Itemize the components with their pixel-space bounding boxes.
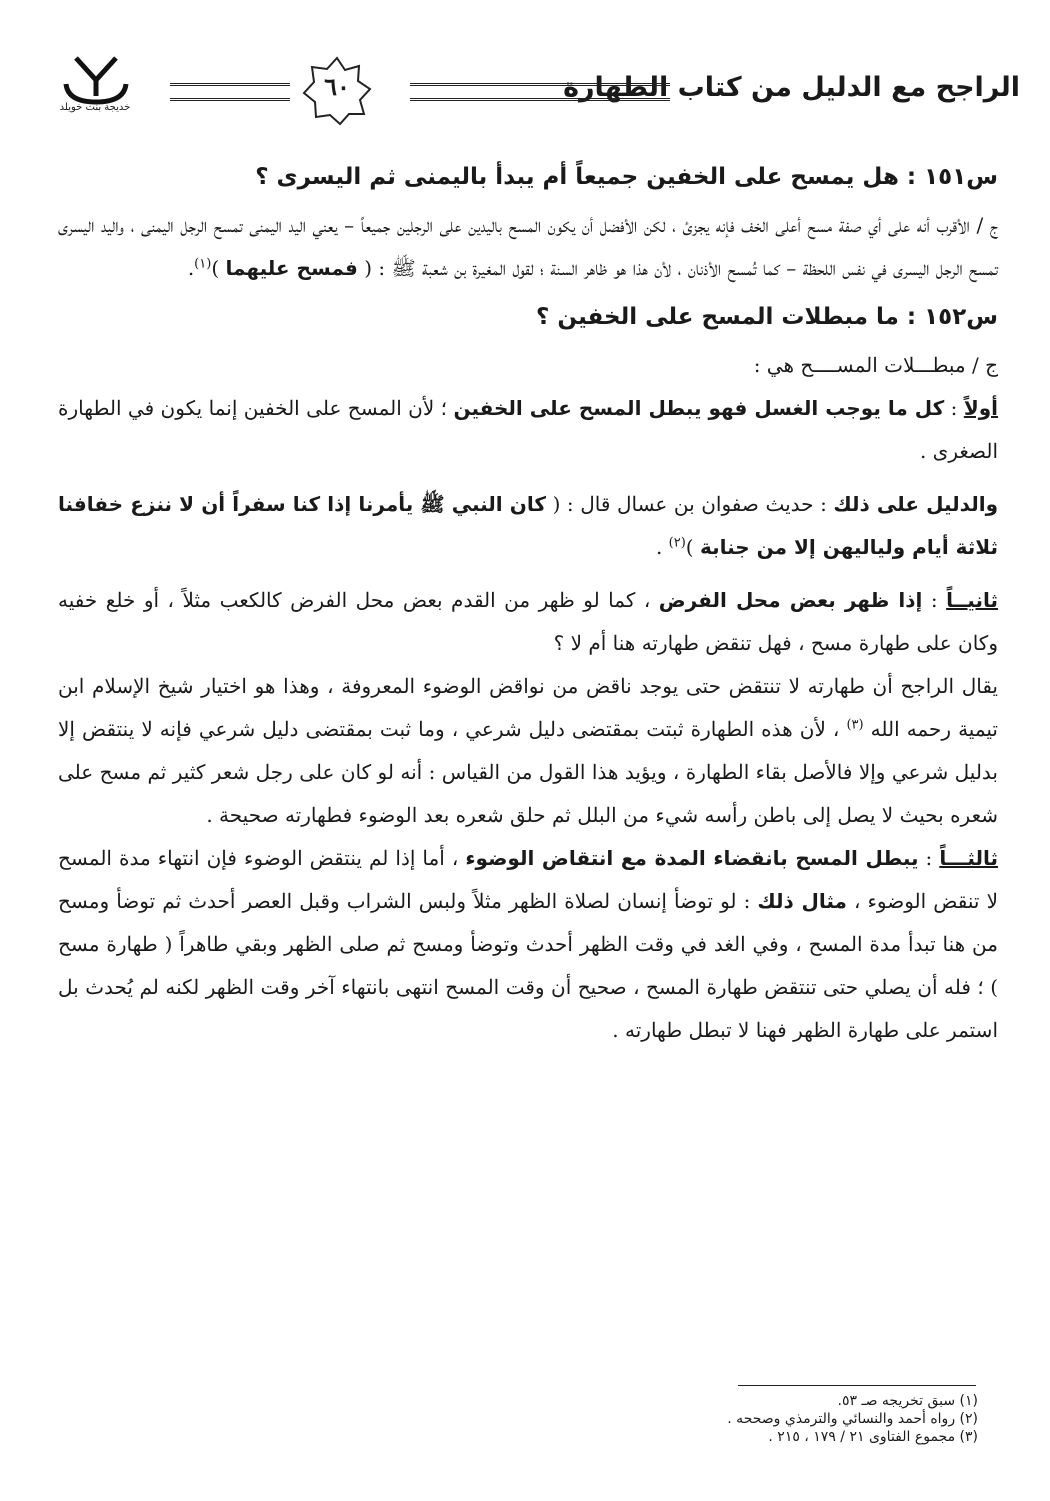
opinion-paragraph [58, 665, 998, 837]
point-first-bold: كل ما يوجب الغسل فهو يبطل المسح على الخفين [453, 396, 945, 420]
example-rest: : لو توضأ إنسان لصلاة الظهر مثلاً ولبس الشراب وقبل العصر أحدث ثم توضأ ومسح من هنا تبدأ مدة المسح ، وفي الغد في وقت الظهر أحدث وتوضأ ومسح ثم صلى الظهر وبقي طاهراً ( طهارة مسح ) ؛ فله أن يصلي حتى تنتقض طهارة المسح ، صحيح أن وقت المسح انتهى بانتهاء آخر وقت الظهر لكنه لم يُحدث بل استمر على طهارة الظهر فهنا لا تبطل طهارته . [58, 889, 998, 1042]
point-second: ثانيــاً : إذا ظهر بعض محل الفرض ، كما لو ظهر من القدم بعض محل الفرض كالكعب مثلاً ، أو خلع خفيه وكان على طهارة مسح ، فهل تنقض طهارته هنا أم لا ؟ [58, 588, 998, 655]
hadith-quote: فمسح عليهما [225, 256, 358, 280]
footnotes [578, 1392, 978, 1446]
page-number: ٦٠ [324, 72, 350, 101]
opinion-part-2: ، لأن هذه الطهارة ثبتت بمقتضى دليل شرعي ، وما ثبت بمقتضى دليل شرعي فإنه لا ينتقض إلا بدليل شرعي وإلا فالأصل بقاء الطهارة ، ويؤيد هذا القول من القياس : أنه لو كان على رجل شعر كثير ثم مسح على شعره بحيث لا يصل إلى باطن رأسه شيء من البلل ثم حلق شعره بعد الوضوء فطهارته صحيحة . [58, 717, 998, 827]
header-rule-right [410, 83, 670, 101]
point-second-label: ثانيــاً [946, 588, 998, 612]
point-third-bold: يبطل المسح بانقضاء المدة مع انتقاض الوضوء [465, 846, 919, 870]
footnote-ref-3: (٣) [846, 717, 864, 733]
quote-close: ) [211, 256, 220, 280]
question-152: س١٥٢ : ما مبطلات المسح على الخفين ؟ [536, 304, 998, 330]
point-third-label: ثالثـــاً [939, 846, 999, 870]
footnote-divider [738, 1385, 976, 1386]
logo-text: خديجة بنت خويلد [59, 102, 131, 113]
question-151: س١٥١ : هل يمسح على الخفين جميعاً أم يبدأ باليمنى ثم اليسرى ؟ [255, 164, 998, 190]
evidence-close: ) [685, 535, 694, 559]
point-first-label: أولاً [963, 396, 999, 420]
page-content [58, 160, 998, 1052]
page-header [40, 50, 1020, 120]
evidence-hadith: كان النبي ﷺ يأمرنا إذا كنا سفراً أن لا ننزع خفافنا ثلاثة أيام ولياليهن إلا من جنابة [58, 492, 998, 559]
evidence-label: والدليل على ذلك [833, 492, 999, 516]
footnote-2: (٢) رواه أحمد والنسائي والترمذي وصححه . [727, 1411, 978, 1427]
opinion-part-1: يقال الراجح أن طهارته لا تنتقض حتى يوجد ناقض من نواقض الوضوء المعروفة ، وهذا هو اختيار شيخ الإسلام ابن تيمية رحمه الله [58, 674, 999, 741]
point-first: أولاً : كل ما يوجب الغسل فهو يبطل المسح على الخفين ؛ لأن المسح على الخفين إنما يكون في الطهارة الصغرى . [58, 396, 999, 463]
footnote-ref-1: (١) [194, 256, 212, 272]
point-first-rest: ؛ لأن المسح على الخفين إنما يكون في الطهارة الصغرى . [58, 396, 998, 463]
evidence-tail: . [655, 535, 663, 559]
evidence-mid: : حديث صفوان بن عسال قال : ( [552, 492, 827, 516]
answer-151 [58, 204, 998, 290]
answer-151-tail: . [187, 256, 195, 280]
evidence-paragraph [58, 483, 998, 569]
answer-152-intro: ج / مبطـــلات المســــح هي : [753, 353, 998, 377]
footnote-3: (٣) مجموع الفتاوى ٢١ / ١٧٩ ، ٢١٥ . [768, 1429, 978, 1445]
header-rule-left [170, 83, 290, 101]
book-title: الراجح مع الدليل من كتاب الطهارة [563, 72, 1020, 103]
footnote-1: (١) سبق تخريجه صـ ٥٣. [837, 1393, 978, 1409]
point-second-bold: إذا ظهر بعض محل الفرض [658, 588, 923, 612]
example-label: مثال ذلك [757, 889, 847, 913]
point-third-rest: ، أما إذا لم ينتقض الوضوء فإن انتهاء مدة المسح لا تنقض الوضوء ، [58, 846, 998, 913]
point-second-rest: ، كما لو ظهر من القدم بعض محل الفرض كالكعب مثلاً ، أو خلع خفيه وكان على طهارة مسح ، فهل تنقض طهارته هنا أم لا ؟ [58, 588, 998, 655]
point-third: ثالثـــاً : يبطل المسح بانقضاء المدة مع انتقاض الوضوء ، أما إذا لم ينتقض الوضوء فإن انتهاء مدة المسح لا تنقض الوضوء ، مثال ذلك : لو توضأ إنسان لصلاة الظهر مثلاً ولبس الشراب وقبل العصر أحدث ثم توضأ ومسح من هنا تبدأ مدة المسح ، وفي الغد في وقت الظهر أحدث وتوضأ ومسح ثم صلى الظهر وبقي طاهراً ( طهارة مسح ) ؛ فله أن يصلي حتى تنتقض طهارة المسح ، صحيح أن وقت المسح انتهى بانتهاء آخر وقت الظهر لكنه لم يُحدث بل استمر على طهارة الظهر فهنا لا تبطل طهارته . [58, 846, 999, 1042]
footnote-ref-2: (٢) [668, 535, 686, 551]
answer-151-text: ج / الأقرب أنه على أي صفة مسح أعلى الخف فإنه يجزئ ، لكن الأفضل أن يكون المسح باليدين على الرجلين جميعاً – يعني اليد اليمنى تمسح الرجل اليمنى ، واليد اليسرى تمسح الرجل اليسرى في نفس اللحظة – كما تُمسح الأذنان ، لأن هذا هو ظاهر السنة ؛ لقول المغيرة بن شعبة ﷺ : ( [58, 213, 998, 280]
